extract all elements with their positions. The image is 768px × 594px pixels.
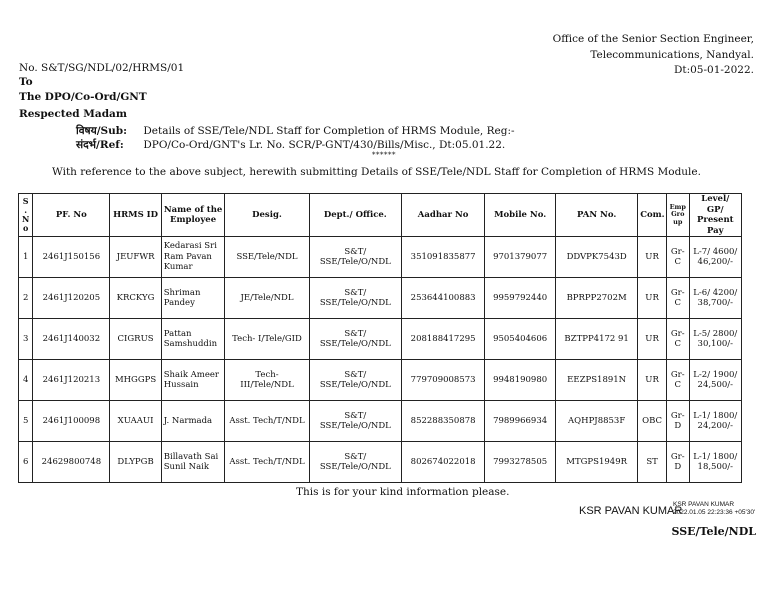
hrms-id-cell: KRCKYG (110, 278, 161, 319)
signer-designation: SSE/Tele/NDL (671, 525, 756, 538)
aadhar-cell: 852288350878 (402, 401, 485, 442)
employee-name-cell: Pattan Samshuddin (161, 319, 225, 360)
hrms-id-cell: DLYPGB (110, 442, 161, 483)
pan-cell: DDVPK7543D (556, 237, 638, 278)
level-pay-cell: L-6/ 4200/ 38,700/- (689, 278, 741, 319)
aadhar-cell: 779709008573 (402, 360, 485, 401)
subject-label: विषय/Sub: (76, 125, 127, 137)
mobile-cell: 7993278505 (485, 442, 556, 483)
employee-name-cell: Shriman Pandey (161, 278, 225, 319)
reference-text: DPO/Co-Ord/GNT's Lr. No. SCR/P-GNT/430/Bills/Misc., Dt:05.01.22. (143, 139, 506, 151)
separator: ****** (372, 151, 396, 159)
stamp-name: KSR PAVAN KUMAR (673, 501, 735, 508)
department-cell: S&T/ SSE/Tele/O/NDL (309, 319, 401, 360)
department-cell: S&T/ SSE/Tele/O/NDL (309, 360, 401, 401)
row-sno: 1 (19, 237, 33, 278)
col-pf-no: PF. No (33, 194, 110, 237)
col-mobile: Mobile No. (485, 194, 556, 237)
hrms-id-cell: XUAAUI (110, 401, 161, 442)
row-sno: 2 (19, 278, 33, 319)
row-sno: 3 (19, 319, 33, 360)
mobile-cell: 9701379077 (485, 237, 556, 278)
digital-signature-stamp (673, 501, 755, 517)
level-pay-cell: L-5/ 2800/ 30,100/- (689, 319, 741, 360)
designation-cell: Tech- III/Tele/NDL (225, 360, 309, 401)
department-cell: S&T/ SSE/Tele/O/NDL (309, 401, 401, 442)
office-address (553, 32, 754, 79)
employee-name-cell: Billavath Sai Sunil Naik (161, 442, 225, 483)
letter-date: Dt:05-01-2022. (673, 64, 754, 76)
community-cell: UR (638, 237, 667, 278)
pf-no-cell: 24629800748 (33, 442, 110, 483)
group-cell: Gr- C (666, 319, 689, 360)
aadhar-cell: 253644100883 (402, 278, 485, 319)
staff-table (18, 193, 742, 483)
row-sno: 5 (19, 401, 33, 442)
stamp-timestamp: 2022.01.05 22:23:36 +05'30' (673, 509, 756, 516)
hrms-id-cell: MHGGPS (110, 360, 161, 401)
letter-number: No. S&T/SG/NDL/02/HRMS/01 (19, 62, 185, 74)
group-cell: Gr- C (666, 278, 689, 319)
table-row (19, 401, 742, 442)
closing-line: This is for your kind information please. (296, 486, 510, 498)
pf-no-cell: 2461J140032 (33, 319, 110, 360)
hrms-id-cell: JEUFWR (110, 237, 161, 278)
col-emp-group: Emp Gro up (666, 194, 689, 237)
community-cell: OBC (638, 401, 667, 442)
col-department: Dept./ Office. (309, 194, 401, 237)
col-employee-name: Name of the Employee (161, 194, 225, 237)
subject-line (76, 124, 515, 138)
community-cell: UR (638, 319, 667, 360)
level-pay-cell: L-7/ 4600/ 46,200/- (689, 237, 741, 278)
pf-no-cell: 2461J150156 (33, 237, 110, 278)
row-sno: 6 (19, 442, 33, 483)
level-pay-cell: L-1/ 1800/ 18,500/- (689, 442, 741, 483)
pan-cell: BPRPP2702M (556, 278, 638, 319)
designation-cell: SSE/Tele/NDL (225, 237, 309, 278)
table-header-row (19, 194, 742, 237)
reference-line (76, 138, 505, 152)
pan-cell: AQHPJ8853F (556, 401, 638, 442)
row-sno: 4 (19, 360, 33, 401)
office-line-2: Telecommunications, Nandyal. (590, 48, 754, 61)
aadhar-cell: 802674022018 (402, 442, 485, 483)
community-cell: ST (638, 442, 667, 483)
group-cell: Gr- D (666, 401, 689, 442)
col-sno: S . N o (19, 194, 33, 237)
community-cell: UR (638, 278, 667, 319)
col-community: Com. (638, 194, 667, 237)
mobile-cell: 9948190980 (485, 360, 556, 401)
aadhar-cell: 208188417295 (402, 319, 485, 360)
designation-cell: Asst. Tech/T/NDL (225, 442, 309, 483)
intro-paragraph: With reference to the above subject, herewith submitting Details of SSE/Tele/NDL Staff for Completion of HRMS Module. (52, 166, 701, 178)
aadhar-cell: 351091835877 (402, 237, 485, 278)
pf-no-cell: 2461J100098 (33, 401, 110, 442)
addressee: The DPO/Co-Ord/GNT (19, 91, 147, 103)
community-cell: UR (638, 360, 667, 401)
group-cell: Gr- C (666, 237, 689, 278)
department-cell: S&T/ SSE/Tele/O/NDL (309, 442, 401, 483)
mobile-cell: 9505404606 (485, 319, 556, 360)
col-level-pay: Level/ GP/ Present Pay (689, 194, 741, 237)
pf-no-cell: 2461J120213 (33, 360, 110, 401)
group-cell: Gr- D (666, 442, 689, 483)
level-pay-cell: L-1/ 1800/ 24,200/- (689, 401, 741, 442)
mobile-cell: 7989966934 (485, 401, 556, 442)
office-line-1: Office of the Senior Section Engineer, (552, 33, 754, 45)
level-pay-cell: L-2/ 1900/ 24,500/- (689, 360, 741, 401)
table-row (19, 442, 742, 483)
pan-cell: EEZPS1891N (556, 360, 638, 401)
pan-cell: MTGPS1949R (556, 442, 638, 483)
reference-label: संदर्भ/Ref: (76, 139, 124, 151)
subject-text: Details of SSE/Tele/NDL Staff for Completion of HRMS Module, Reg:- (143, 125, 515, 137)
table-row (19, 278, 742, 319)
to-label: To (19, 76, 33, 88)
table-row (19, 319, 742, 360)
col-aadhar: Aadhar No (402, 194, 485, 237)
employee-name-cell: J. Narmada (161, 401, 225, 442)
designation-cell: Tech- I/Tele/GID (225, 319, 309, 360)
table-row (19, 237, 742, 278)
signer-name: KSR PAVAN KUMAR (579, 505, 683, 517)
group-cell: Gr- C (666, 360, 689, 401)
salutation: Respected Madam (19, 108, 127, 120)
col-designation: Desig. (225, 194, 309, 237)
designation-cell: Asst. Tech/T/NDL (225, 401, 309, 442)
designation-cell: JE/Tele/NDL (225, 278, 309, 319)
col-hrms-id: HRMS ID (110, 194, 161, 237)
pf-no-cell: 2461J120205 (33, 278, 110, 319)
col-pan: PAN No. (556, 194, 638, 237)
pan-cell: BZTPP4172 91 (556, 319, 638, 360)
department-cell: S&T/ SSE/Tele/O/NDL (309, 278, 401, 319)
hrms-id-cell: CIGRUS (110, 319, 161, 360)
table-row (19, 360, 742, 401)
department-cell: S&T/ SSE/Tele/O/NDL (309, 237, 401, 278)
employee-name-cell: Kedarasi Sri Ram Pavan Kumar (161, 237, 225, 278)
employee-name-cell: Shaik Ameer Hussain (161, 360, 225, 401)
mobile-cell: 9959792440 (485, 278, 556, 319)
